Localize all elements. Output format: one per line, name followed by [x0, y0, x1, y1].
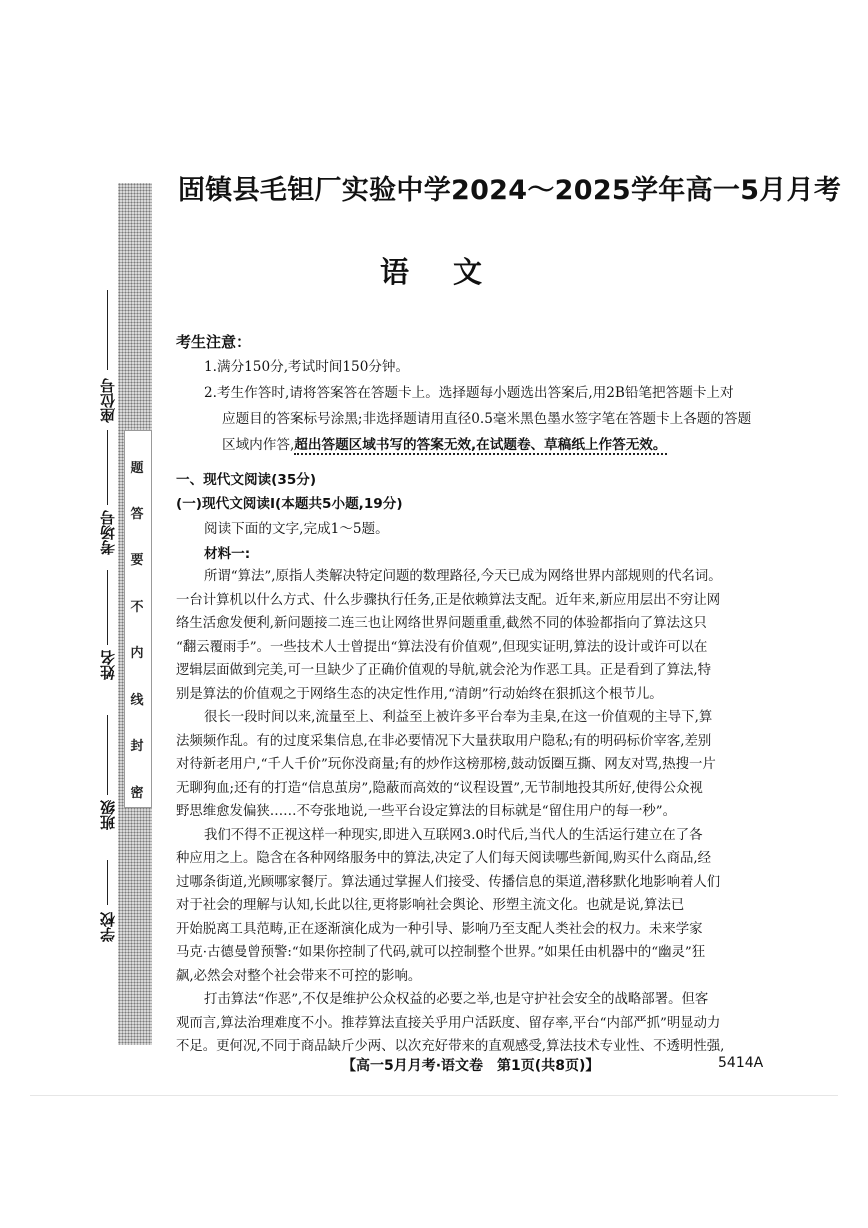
bottom-rule [30, 1095, 838, 1096]
seat-label: 座位号 [99, 378, 117, 423]
body-line: 野思维愈发偏狭……不夸张地说,一些平台设定算法的目标就是“留住用户的每一秒”。 [176, 804, 677, 819]
notice-item-2: 2.考生作答时,请将答案答在答题卡上。选择题每小题选出答案后,用2B铅笔把答题卡上对 [204, 385, 734, 401]
body-line: 种应用之上。隐含在各种网络服务中的算法,决定了人们每天阅读哪些新闻,购买什么商品,经 [176, 851, 712, 866]
reading-instruction: 阅读下面的文字,完成1～5题。 [204, 521, 389, 537]
notice-item-2-line-2: 应题目的答案标号涂黑;非选择题请用直径0.5毫米黑色墨水签字笔在答题卡上各题的答题 [222, 411, 752, 427]
name-line [107, 570, 108, 645]
body-line: “翻云覆雨手”。一些技术人士曾提出“算法没有价值观”,但现实证明,算法的设计或许可以在 [176, 639, 708, 655]
seal-char: 线 [130, 693, 144, 708]
seal-char: 内 [130, 646, 144, 661]
subsection-heading: (一)现代文阅读Ⅰ(本题共5小题,19分) [176, 496, 403, 512]
body-line: 对于社会的理解与认知,长此以往,更将影响社会舆论、形塑主流文化。也就是说,算法已 [176, 898, 685, 913]
seat-line [107, 290, 108, 370]
body-line: 对待新老用户,“千人千价”玩你没商量;有的炒作这榜那榜,鼓动饭圈互撕、网友对骂,热搜一片 [176, 757, 716, 772]
seal-char: 答 [130, 507, 144, 522]
body-line: 打击算法“作恶”,不仅是维护公众权益的必要之举,也是守护社会安全的战略部署。但客 [204, 992, 709, 1007]
body-line: 逻辑层面做到完美,可一旦缺少了正确价值观的导航,就会沦为作恶工具。正是看到了算法,特 [176, 663, 712, 678]
section-heading: 一、现代文阅读(35分) [176, 472, 317, 488]
body-line: 飙,必然会对整个社会带来不可控的影响。 [176, 968, 422, 984]
body-line: 观而言,算法治理难度不小。推荐算法直接关乎用户活跃度、留存率,平台“内部严抓”明显动力 [176, 1015, 721, 1031]
notice-emphasis: 超出答题区域书写的答案无效,在试题卷、草稿纸上作答无效。 [294, 437, 667, 453]
seal-char: 要 [130, 553, 144, 568]
material-label: 材料一: [204, 546, 251, 562]
exam-title: 固镇县毛钽厂实验中学2024～2025学年高一5月月考 [178, 175, 842, 206]
exam-code: 5414A [718, 1055, 764, 1071]
notice-item-2-line-3: 区域内作答,超出答题区域书写的答案无效,在试题卷、草稿纸上作答无效。 [222, 437, 667, 453]
class-label: 班级 [99, 800, 117, 830]
body-line: 马克·古德曼曾预警:“如果你控制了代码,就可以控制整个世界。”如果任由机器中的“幽灵”狂 [176, 945, 706, 960]
body-line: 不足。更何况,不同于商品缺斤少两、以次充好带来的直观感受,算法技术专业性、不透明性强, [176, 1039, 725, 1054]
body-line: 络生活愈发便利,新问题接二连三也让网络世界问题重重,截然不同的体验都指向了算法这只 [176, 616, 707, 631]
body-line: 过哪条街道,光顾哪家餐厅。算法通过掌握人们接受、传播信息的渠道,潜移默化地影响着人们 [176, 874, 721, 890]
body-line: 开始脱离工具范畴,正在逐渐演化成为一种引导、影响乃至支配人类社会的权力。未来学家 [176, 921, 703, 937]
school-label: 学校 [99, 912, 117, 942]
page-footer: 【高一5月月考·语文卷 第1页(共8页)】 [342, 1058, 600, 1074]
room-label: 考场号 [99, 510, 117, 555]
body-line: 一台计算机以什么方式、什么步骤执行任务,正是依赖算法支配。近年来,新应用层出不穷让网 [176, 592, 721, 608]
seal-char: 不 [130, 600, 144, 615]
name-label: 姓名 [99, 650, 117, 680]
body-line: 我们不得不正视这样一种现实,即进入互联网3.0时代后,当代人的生活运行建立在了各 [204, 827, 703, 843]
room-line [107, 430, 108, 505]
body-line: 法频频作乱。有的过度采集信息,在非必要情况下大量获取用户隐私;有的明码标价宰客,差别 [176, 733, 712, 749]
school-line [107, 860, 108, 905]
body-line: 无聊狗血;还有的打造“信息茧房”,隐蔽而高效的“议程设置”,无节制地投其所好,使得公众视 [176, 780, 703, 796]
body-line: 所谓“算法”,原指人类解决特定问题的数理路径,今天已成为网络世界内部规则的代名词。 [204, 569, 722, 584]
class-line [107, 715, 108, 795]
subject-title: 语文 [380, 255, 527, 289]
body-line: 别是算法的价值观之于网络生态的决定性作用,“清朗”行动始终在狠抓这个根节儿。 [176, 686, 663, 702]
seal-char: 题 [130, 461, 144, 476]
seal-char: 封 [130, 739, 144, 754]
body-line: 很长一段时间以来,流量至上、利益至上被许多平台奉为圭臬,在这一价值观的主导下,算 [204, 710, 713, 725]
notice-item-1: 1.满分150分,考试时间150分钟。 [204, 359, 410, 375]
seal-char: 密 [130, 786, 144, 801]
notice-title: 考生注意： [176, 333, 252, 351]
